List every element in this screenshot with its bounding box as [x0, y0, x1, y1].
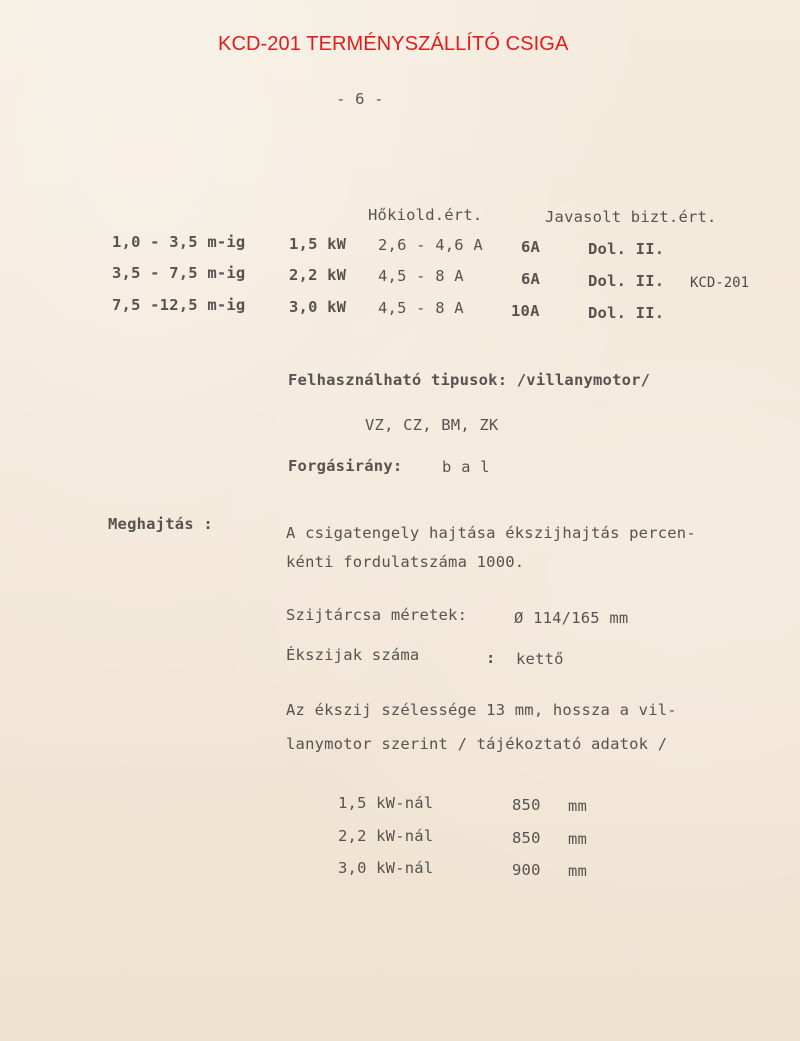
motor-types: VZ, CZ, BM, ZK [365, 416, 499, 434]
belt-count-value: kettő [516, 650, 564, 668]
motor-types-label: Felhasználható tipusok: /villanymotor/ [288, 371, 651, 389]
drive-description-line2: kénti fordulatszáma 1000. [286, 553, 525, 571]
row-power: 3,0 kW [289, 298, 347, 316]
belt-description-line2: lanymotor szerint / tájékoztató adatok / [286, 735, 668, 753]
row-dol: Dol. II. [588, 272, 665, 290]
belt-length-unit: mm [568, 830, 588, 848]
belt-length-value: 900 [512, 861, 541, 879]
row-length: 7,5 -12,5 m-ig [112, 296, 246, 314]
row-length: 3,5 - 7,5 m-ig [112, 264, 246, 282]
drive-label: Meghajtás : [108, 515, 213, 533]
belt-description-line1: Az ékszij szélessége 13 mm, hossza a vil- [286, 701, 677, 719]
belt-length-power: 2,2 kW-nál [338, 827, 434, 845]
row-range: 4,5 - 8 A [378, 299, 464, 317]
column-header-hokiold: Hőkiold.ért. [368, 206, 483, 224]
row-range: 2,6 - 4,6 A [378, 236, 483, 254]
pulley-size-value: Ø 114/165 mm [514, 609, 629, 627]
page-number: - 6 - [336, 90, 384, 108]
belt-length-power: 3,0 kW-nál [338, 859, 434, 877]
row-range: 4,5 - 8 A [378, 267, 464, 285]
document-title: KCD-201 TERMÉNYSZÁLLÍTÓ CSIGA [218, 33, 569, 55]
row-power: 1,5 kW [289, 235, 347, 253]
pulley-size-label: Szijtárcsa méretek: [286, 606, 468, 624]
belt-count-label: Ékszijak száma [286, 646, 420, 664]
belt-length-unit: mm [568, 862, 588, 880]
row-dol: Dol. II. [588, 240, 665, 258]
belt-count-separator: : [486, 649, 496, 667]
column-header-javasolt: Javasolt bizt.ért. [545, 208, 717, 226]
row-dol: Dol. II. [588, 304, 665, 322]
belt-length-value: 850 [512, 796, 541, 814]
drive-description-line1: A csigatengely hajtása ékszijhajtás percen- [286, 524, 696, 542]
row-fuse: 6A [521, 238, 541, 256]
row-power: 2,2 kW [289, 266, 347, 284]
rotation-direction-label: Forgásirány: [288, 457, 403, 475]
rotation-direction-value: b a l [442, 458, 490, 476]
row-length: 1,0 - 3,5 m-ig [112, 233, 246, 251]
belt-length-unit: mm [568, 797, 588, 815]
row-fuse: 6A [521, 270, 541, 288]
belt-length-power: 1,5 kW-nál [338, 794, 434, 812]
handwritten-note-kcd201: KCD-201 [690, 275, 750, 291]
row-fuse: 10A [511, 302, 540, 320]
belt-length-value: 850 [512, 829, 541, 847]
